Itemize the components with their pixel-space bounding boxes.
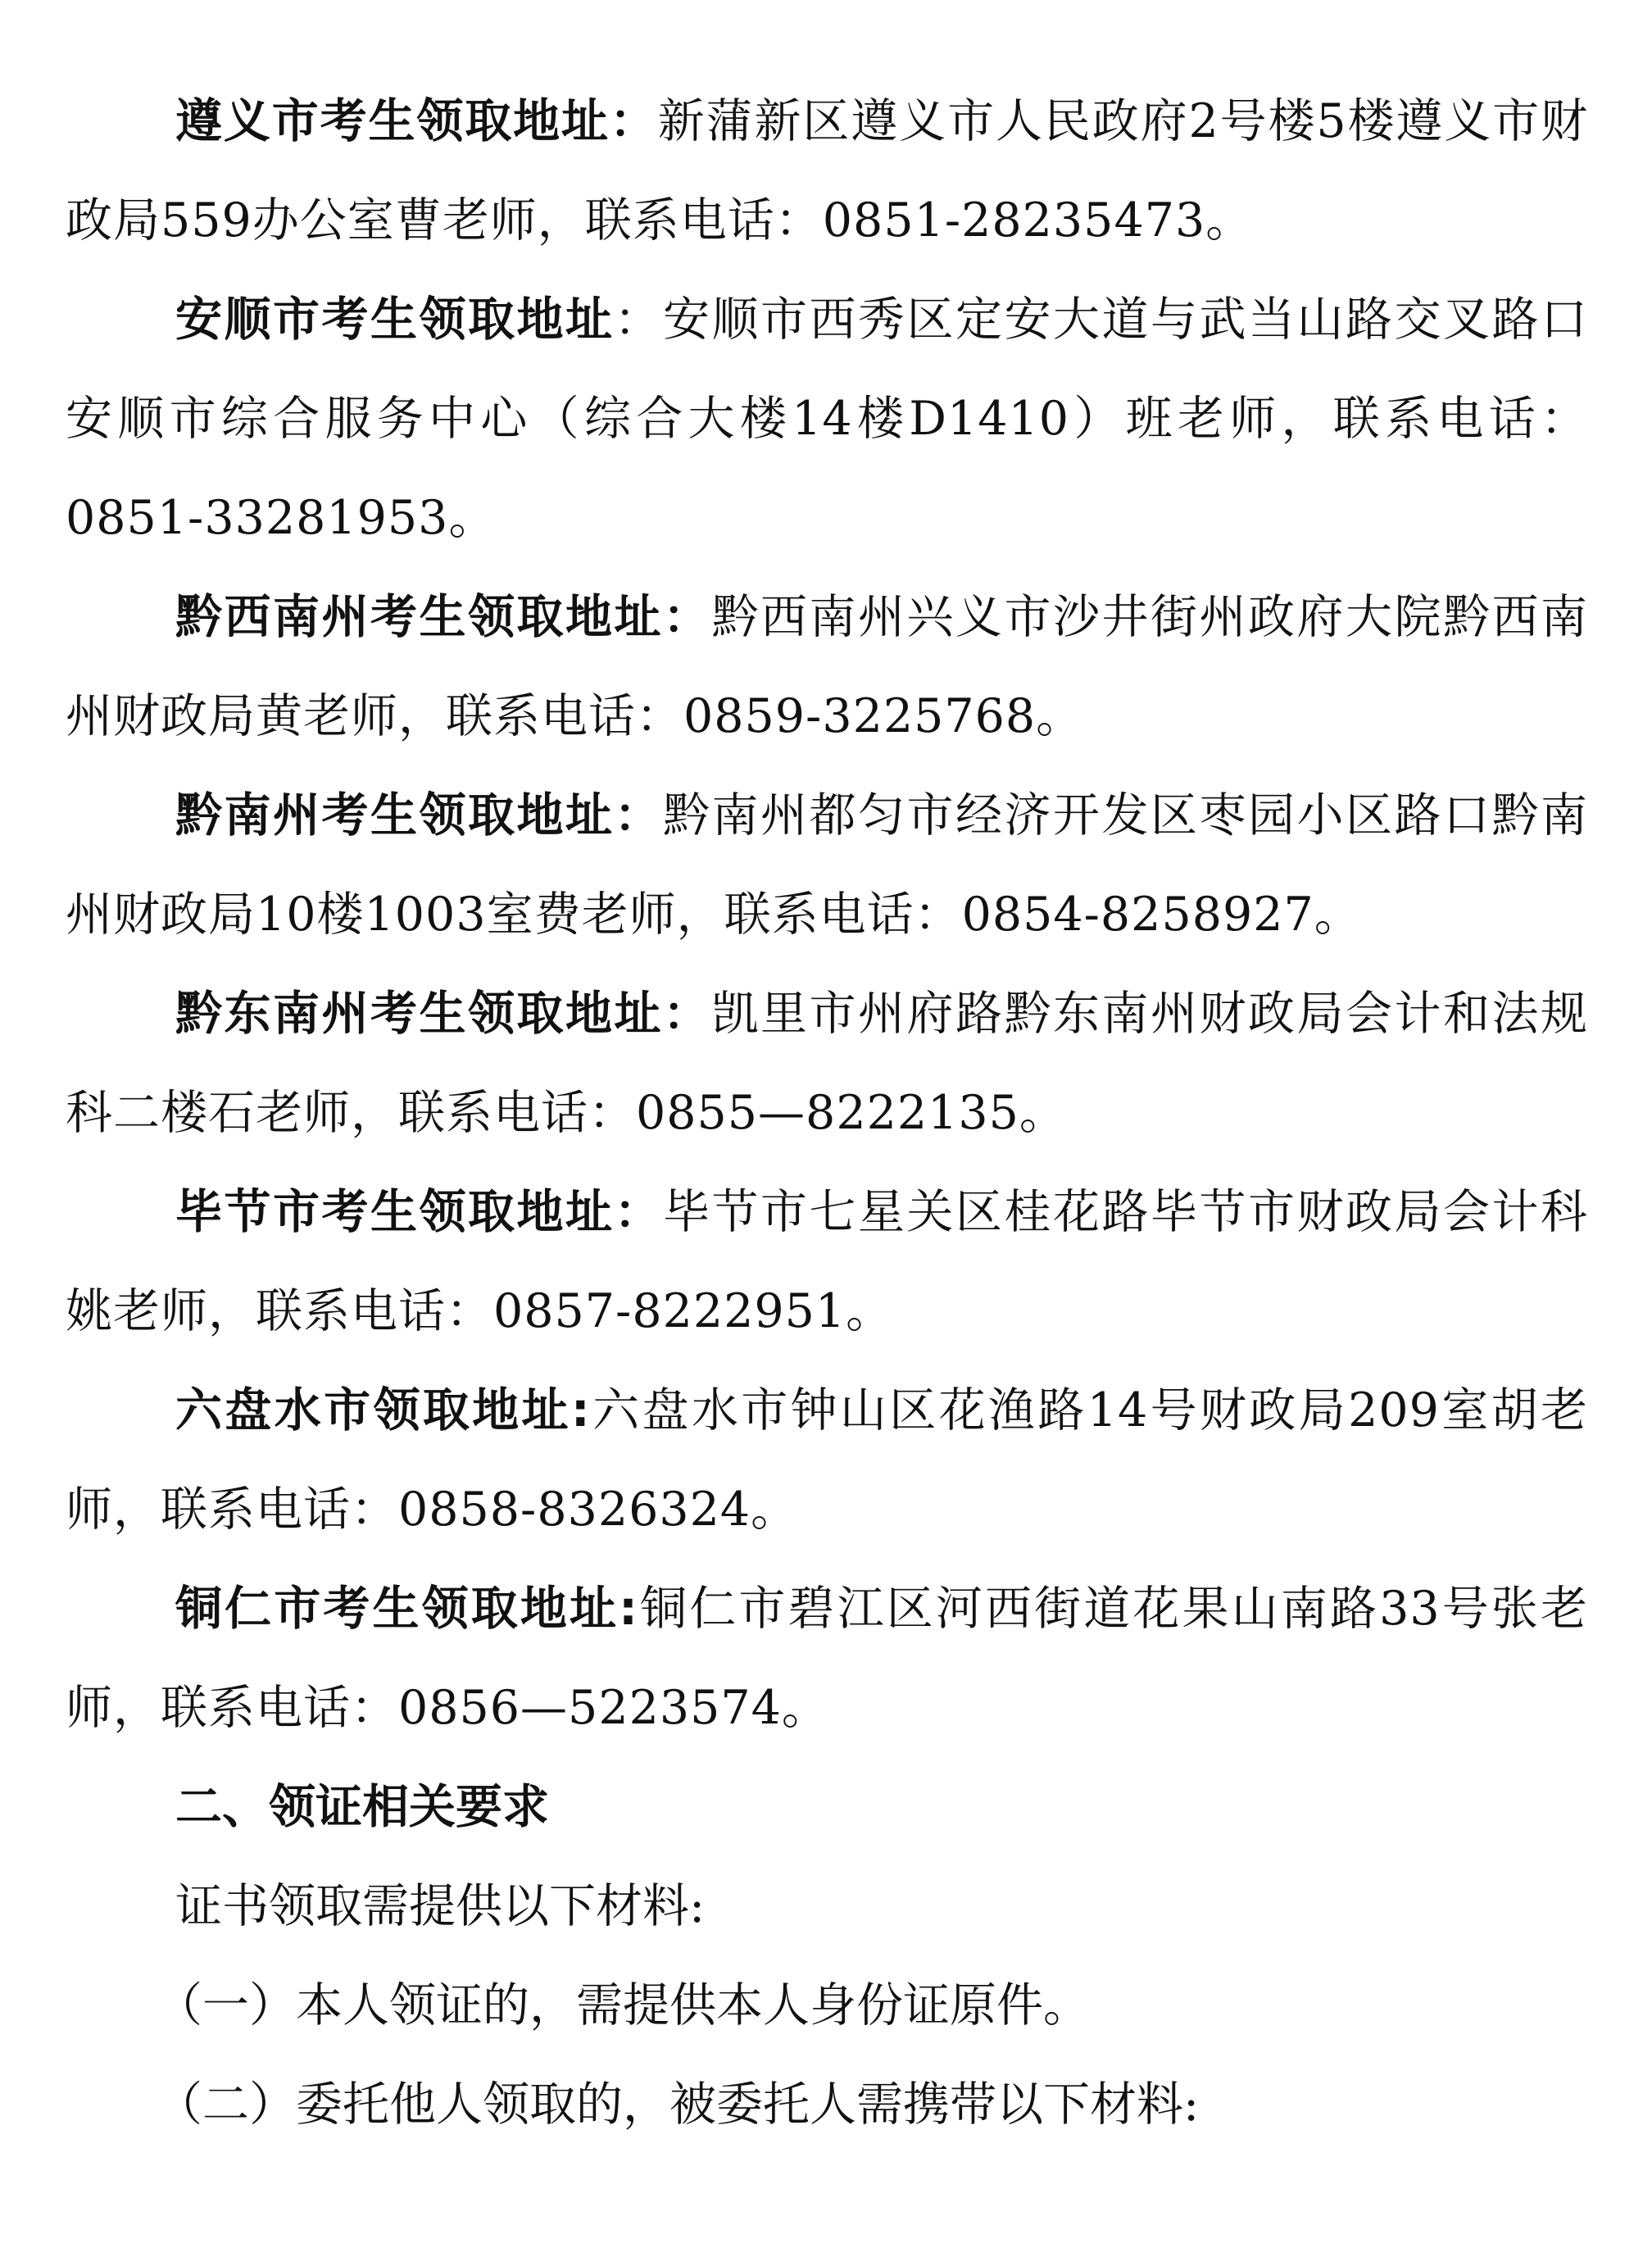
address-label: 安顺市考生领取地址 bbox=[175, 293, 615, 347]
requirement-item-1: （一）本人领证的，需提供本人身份证原件。 bbox=[156, 1978, 1090, 2032]
address-text: 黔南州都匀市经济开发区枣园小区路口黔南州财政局10楼1003室费老师，联系电话：0854-8258927。 bbox=[66, 788, 1588, 942]
address-zunyi bbox=[66, 72, 1588, 270]
address-label: 黔东南州考生领取地址： bbox=[175, 987, 712, 1041]
address-label: 遵义市考生领取地址： bbox=[175, 94, 658, 148]
address-label: 六盘水市领取地址: bbox=[175, 1383, 591, 1437]
address-text: 新蒲新区遵义市人民政府2号楼5楼遵义市财政局559办公室曹老师，联系电话：0851-28235473。 bbox=[66, 94, 1589, 247]
address-liupanshui bbox=[66, 1361, 1588, 1560]
address-label: 铜仁市考生领取地址: bbox=[175, 1582, 638, 1636]
address-text: 六盘水市钟山区花渔路14号财政局209室胡老师，联系电话：0858-8326324。 bbox=[66, 1383, 1589, 1537]
address-text: 黔西南州兴义市沙井街州政府大院黔西南州财政局黄老师，联系电话：0859-3225768。 bbox=[66, 590, 1588, 743]
address-text: ：安顺市西秀区定安大道与武当山路交叉路口安顺市综合服务中心（综合大楼14楼D1410）班老师，联系电话：0851-33281953。 bbox=[66, 293, 1588, 545]
address-bijie bbox=[66, 1163, 1588, 1361]
address-label: 黔南州考生领取地址： bbox=[175, 788, 663, 842]
address-qiandongnan bbox=[66, 965, 1588, 1163]
address-text: 铜仁市碧江区河西街道花果山南路33号张老师，联系电话：0856—5223574。 bbox=[66, 1582, 1589, 1735]
requirement-item-2: （二）委托他人领取的，被委托人需携带以下材料: bbox=[156, 2078, 1200, 2132]
address-text: 毕节市七星关区桂花路毕节市财政局会计科姚老师，联系电话：0857-8222951。 bbox=[66, 1185, 1588, 1338]
address-anshun bbox=[66, 270, 1588, 568]
address-label: 黔西南州考生领取地址： bbox=[175, 590, 712, 644]
address-qiannan bbox=[66, 766, 1588, 965]
address-text: 凯里市州府路黔东南州财政局会计和法规科二楼石老师，联系电话：0855—8222135。 bbox=[66, 987, 1588, 1140]
address-qianxinan bbox=[66, 568, 1588, 766]
section-intro: 证书领取需提供以下材料: bbox=[175, 1879, 706, 1933]
address-label: 毕节市考生领取地址： bbox=[175, 1185, 663, 1239]
section-heading: 二、领证相关要求 bbox=[175, 1780, 549, 1834]
address-tongren bbox=[66, 1560, 1588, 1758]
